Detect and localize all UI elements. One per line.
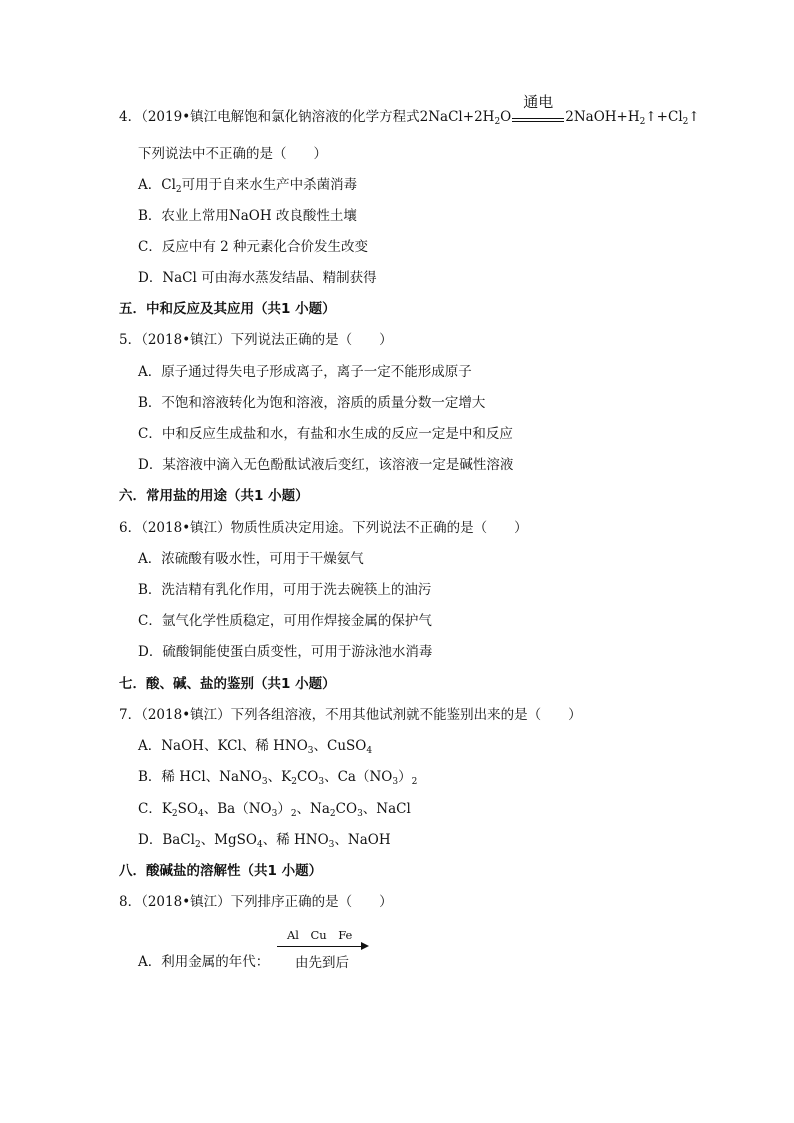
- q7-option-b: B．稀 HCl、NaNO$_3$、$K_2CO_3$、$Ca(NO_3)_2$: [138, 769, 418, 787]
- q7-option-d: D．BaCl$_2$、MgSO$_4$、稀 $HNO_3$、NaOH: [138, 832, 391, 850]
- q6-option-c: C．氩气化学性质稳定，可用作焊接金属的保护气: [138, 613, 432, 629]
- q4-option-d: D．NaCl 可由海水蒸发结晶、精制获得: [138, 270, 377, 286]
- q8-stem: 8．（2018•镇江）下列排序正确的是（ ）: [119, 894, 393, 910]
- q7-option-c: C．$K_2SO_4$、$Ba(NO_3)_2$、$Na_2CO_3$、NaCl: [138, 801, 411, 819]
- q5-option-b: B．不饱和溶液转化为饱和溶液，溶质的质量分数一定增大: [138, 395, 486, 411]
- q5-option-c: C．中和反应生成盐和水，有盐和水生成的反应一定是中和反应: [138, 426, 513, 442]
- q4-option-b: B．农业上常用NaOH 改良酸性土壤: [138, 208, 357, 224]
- q4-stem-line2: 下列说法中不正确的是（ ）: [138, 146, 327, 162]
- section-8-title: 八．酸碱盐的溶解性（共1 小题）: [119, 863, 323, 879]
- q7-stem: 7．（2018•镇江）下列各组溶液，不用其他试剂就不能鉴别出来的是（ ）: [119, 707, 582, 723]
- q4-option-c: C．反应中有 2 种元素化合价发生改变: [138, 239, 369, 255]
- condition-label: 通电: [523, 93, 554, 111]
- q8-option-a-arrow: [277, 923, 371, 973]
- q5-option-d: D．某溶液中滴入无色酚酞试液后变红，该溶液一定是碱性溶液: [138, 457, 514, 473]
- q7-option-a: A．NaOH、KCl、稀 $HNO_3$、CuSO$_4$: [138, 738, 373, 756]
- q4-stem-line1: 4．（2019•镇江电解饱和氯化钠溶液的化学方程式$2NaCl+2H_2O$ 通电 $2NaOH+H_2↑+Cl_2↑$: [119, 93, 700, 127]
- section-6-title: 六．常用盐的用途（共1 小题）: [119, 488, 309, 504]
- q5-option-a: A．原子通过得失电子形成离子，离子一定不能形成原子: [138, 364, 472, 380]
- q5-stem: 5．（2018•镇江）下列说法正确的是（ ）: [119, 332, 393, 348]
- reaction-condition: [512, 93, 564, 127]
- section-7-title: 七．酸、碱、盐的鉴别（共1 小题）: [119, 676, 336, 692]
- arrow-caption: 由先到后: [295, 955, 349, 971]
- arrow-metals-label: Al Cu Fe: [287, 928, 353, 942]
- q6-stem: 6．（2018•镇江）物质性质决定用途。下列说法不正确的是（ ）: [119, 520, 528, 536]
- q4-stem-prefix: 4．（2019•镇江电解饱和氯化钠溶液的化学方程式2NaCl+2H: [119, 109, 495, 125]
- q8-option-a-label: A．利用金属的年代：: [138, 954, 270, 970]
- section-5-title: 五．中和反应及其应用（共1 小题）: [119, 301, 336, 317]
- q6-option-b: B．洗洁精有乳化作用，可用于洗去碗筷上的油污: [138, 582, 432, 598]
- q6-option-d: D．硫酸铜能使蛋白质变性，可用于游泳池水消毒: [138, 644, 433, 660]
- q6-option-a: A．浓硫酸有吸水性，可用于干燥氨气: [138, 551, 364, 567]
- arrow-line: [277, 946, 363, 947]
- q4-option-a: A．$Cl_2$可用于自来水生产中杀菌消毒: [138, 177, 358, 195]
- arrow-head-icon: [361, 942, 369, 950]
